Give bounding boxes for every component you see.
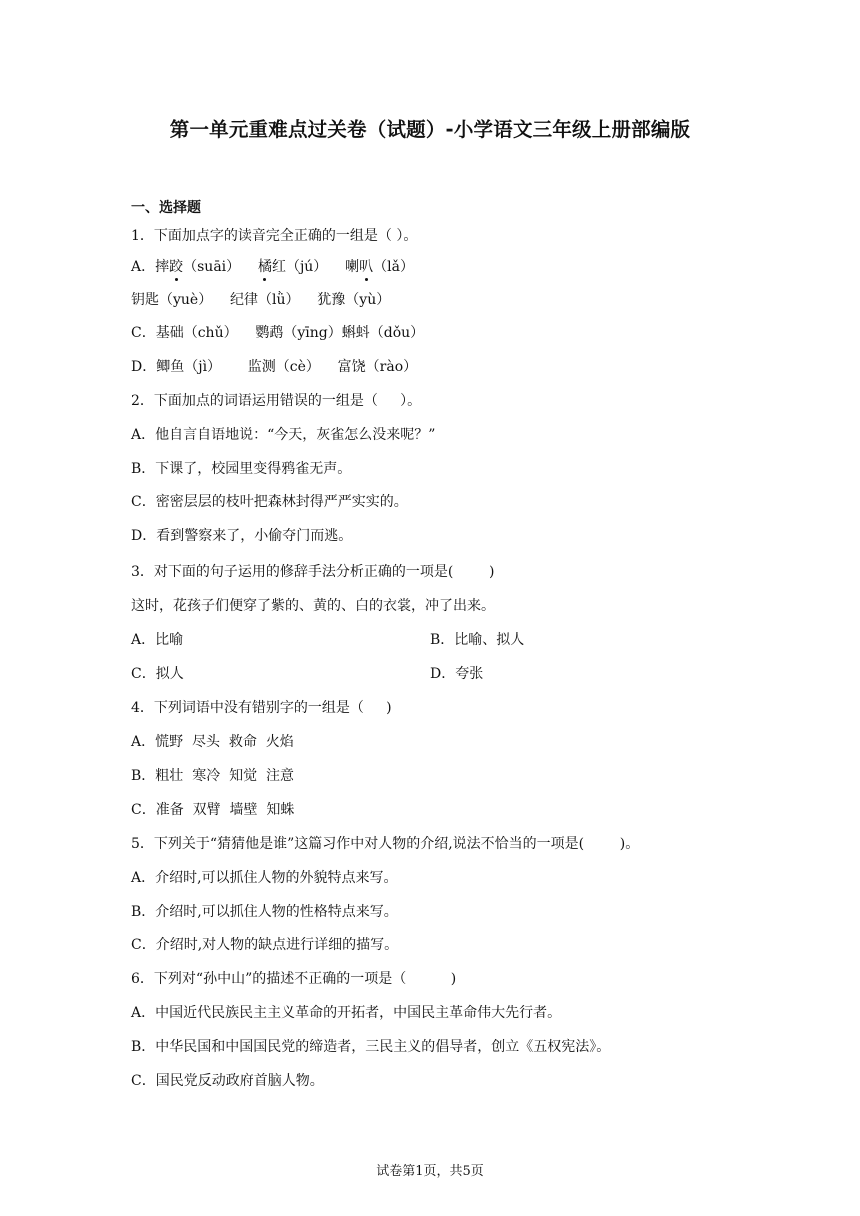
question-1-stem: 1．下面加点字的读音完全正确的一组是（ ）。 (131, 228, 418, 244)
question-3-option-c: C．拟人 (131, 666, 184, 682)
dotted-char: 跤 (169, 259, 184, 275)
option-text: 摔 (155, 259, 170, 275)
question-2-option-b: B．下课了，校园里变得鸦雀无声。 (131, 461, 352, 477)
dotted-char: 叭 (359, 259, 374, 275)
question-5-option-b: B．介绍时,可以抓住人物的性格特点来写。 (131, 904, 398, 920)
option-text: （lǎ） (373, 259, 414, 275)
question-6-option-a: A．中国近代民族民主主义革命的开拓者，中国民主革命伟大先行者。 (131, 1005, 562, 1021)
question-3-option-d: D．夸张 (430, 666, 484, 682)
question-4-option-a: A．慌野 尽头 救命 火焰 (131, 734, 294, 750)
question-2-stem: 2．下面加点的词语运用错误的一组是（ ）。 (131, 393, 422, 409)
question-2-option-a: A．他自言自语地说：“今天，灰雀怎么没来呢？” (131, 427, 436, 443)
page-footer: 试卷第1页，共5页 (376, 1164, 484, 1179)
question-3-option-b: B．比喻、拟人 (430, 632, 525, 648)
question-1-option-a (131, 257, 414, 277)
question-6-option-c: C．国民党反动政府首脑人物。 (131, 1073, 324, 1089)
question-5-option-a: A．介绍时,可以抓住人物的外貌特点来写。 (131, 870, 398, 886)
question-4-option-b: B．粗壮 寒冷 知觉 注意 (131, 768, 294, 784)
question-5-option-c: C．介绍时,对人物的缺点进行详细的描写。 (131, 937, 399, 953)
question-1-option-b: 钥匙（yuè） 纪律（lǜ） 犹豫（yù） (131, 292, 391, 308)
question-4-option-c: C．准备 双臂 墙壁 知蛛 (131, 802, 295, 818)
question-3-option-a: A．比喻 (131, 632, 184, 648)
option-prefix: A． (131, 259, 156, 275)
dotted-char: 橘 (257, 259, 272, 275)
page-title: 第一单元重难点过关卷（试题）-小学语文三年级上册部编版 (169, 118, 691, 141)
option-text: 喇 (345, 259, 360, 275)
question-3-stem: 3．对下面的句子运用的修辞手法分析正确的一项是( ) (131, 564, 495, 580)
option-text: 红（jú） (271, 259, 346, 275)
question-5-stem: 5．下列关于“猜猜他是谁”这篇习作中对人物的介绍,说法不恰当的一项是( )。 (131, 836, 640, 852)
question-4-stem: 4．下列词语中没有错别字的一组是（ ) (131, 700, 392, 716)
question-6-option-b: B．中华民国和中国国民党的缔造者，三民主义的倡导者，创立《五权宪法》。 (131, 1039, 611, 1055)
question-1-option-d: D．鲫鱼（jì） 监测（cè） 富饶（rào） (131, 359, 418, 375)
question-2-option-c: C．密密层层的枝叶把森林封得严严实实的。 (131, 494, 408, 510)
question-3-sentence: 这时，花孩子们便穿了紫的、黄的、白的衣裳，冲了出来。 (131, 598, 495, 614)
question-1-option-c: C．基础（chǔ） 鹦鹉（yīng）蝌蚪（dǒu） (131, 325, 425, 341)
question-6-stem: 6．下列对“孙中山”的描述不正确的一项是（ ) (131, 971, 457, 987)
question-2-option-d: D．看到警察来了，小偷夺门而逃。 (131, 528, 353, 544)
section-heading: 一、选择题 (131, 200, 201, 216)
option-text: （suāi） (183, 259, 258, 275)
